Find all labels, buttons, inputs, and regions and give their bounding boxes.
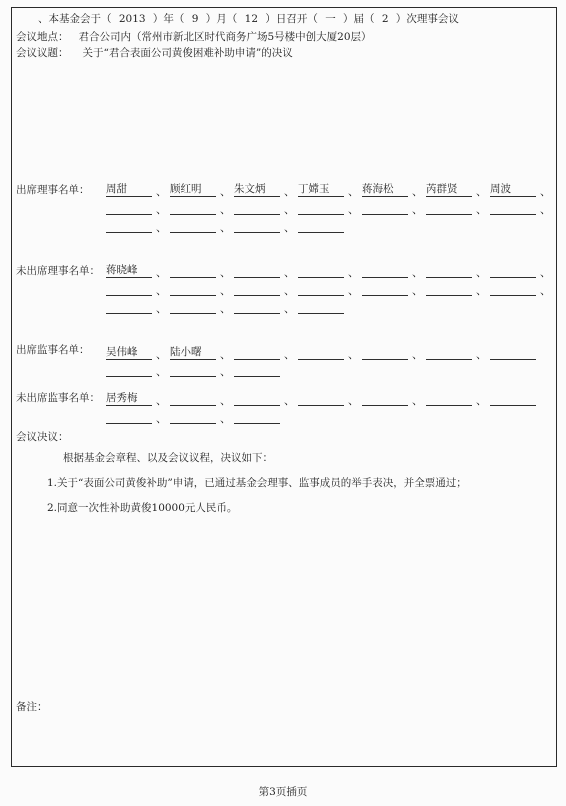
blank-name-line <box>106 201 152 215</box>
member-name: 周波 <box>490 183 536 197</box>
blank-name-line <box>298 264 344 278</box>
blank-name-line <box>362 346 408 360</box>
member-name: 朱文炳 <box>234 183 280 197</box>
blank-name-line <box>234 392 280 406</box>
separator-comma: 、 <box>220 266 231 279</box>
member-name: 丁嫦玉 <box>298 183 344 197</box>
resolution-label: 会议决议： <box>16 431 69 443</box>
blank-name-line <box>170 410 216 424</box>
blank-name-line <box>362 264 408 278</box>
separator-comma: 、 <box>540 266 551 279</box>
blank-name-line <box>490 282 536 296</box>
resolution-item-1: 1.关于“表面公司黄俊补助”申请，已通过基金会理事、监事成员的举手表决，并全票通过； <box>47 477 467 489</box>
separator-comma: 、 <box>220 302 231 315</box>
separator-comma: 、 <box>284 266 295 279</box>
absent-directors-label: 未出席理事名单： <box>16 265 100 277</box>
separator-comma: 、 <box>412 348 423 361</box>
member-name: 周甜 <box>106 183 152 197</box>
separator-comma: 、 <box>220 284 231 297</box>
blank-name-line <box>106 282 152 296</box>
separator-comma: 、 <box>156 302 167 315</box>
separator-comma: 、 <box>348 266 359 279</box>
session-suffix: ）届（ <box>343 13 375 25</box>
separator-comma: 、 <box>156 365 167 378</box>
member-name: 蒋海松 <box>362 183 408 197</box>
separator-comma: 、 <box>220 412 231 425</box>
resolution-intro: 根据基金会章程、以及会议议程，决议如下： <box>63 452 273 464</box>
blank-name-line <box>362 201 408 215</box>
separator-comma: 、 <box>284 284 295 297</box>
blank-name-line <box>170 300 216 314</box>
separator-comma: 、 <box>348 348 359 361</box>
member-name: 陆小曙 <box>170 346 216 360</box>
separator-comma: 、 <box>476 203 487 216</box>
blank-name-line <box>170 363 216 377</box>
separator-comma: 、 <box>348 394 359 407</box>
year-suffix: ）年（ <box>152 13 185 25</box>
blank-name-line <box>426 201 472 215</box>
separator-comma: 、 <box>220 203 231 216</box>
member-name: 居秀梅 <box>106 392 152 406</box>
blank-name-line <box>234 410 280 424</box>
blank-name-line <box>170 201 216 215</box>
separator-comma: 、 <box>156 185 167 198</box>
blank-name-line <box>234 219 280 233</box>
separator-comma: 、 <box>348 185 359 198</box>
separator-comma: 、 <box>476 185 487 198</box>
separator-comma: 、 <box>220 348 231 361</box>
blank-name-line <box>106 219 152 233</box>
meeting-day: 12 <box>244 13 259 25</box>
blank-name-line <box>170 219 216 233</box>
blank-name-line <box>298 392 344 406</box>
blank-name-line <box>234 363 280 377</box>
blank-name-line <box>170 264 216 278</box>
blank-name-line <box>362 392 408 406</box>
blank-name-line <box>106 410 152 424</box>
blank-name-line <box>426 264 472 278</box>
blank-name-line <box>234 201 280 215</box>
blank-name-line <box>170 282 216 296</box>
separator-comma: 、 <box>540 203 551 216</box>
blank-name-line <box>490 392 536 406</box>
separator-comma: 、 <box>412 203 423 216</box>
day-suffix: ）日召开（ <box>265 13 318 25</box>
location-line <box>16 31 372 43</box>
separator-comma: 、 <box>220 365 231 378</box>
location-value: 君合公司内（常州市新北区时代商务广场5号楼中创大厦20层） <box>78 31 372 43</box>
topic-line <box>16 47 293 59</box>
separator-comma: 、 <box>220 185 231 198</box>
separator-comma: 、 <box>476 284 487 297</box>
blank-name-line <box>234 264 280 278</box>
separator-comma: 、 <box>348 203 359 216</box>
member-name: 蒋晓峰 <box>106 264 152 278</box>
blank-name-line <box>298 201 344 215</box>
separator-comma: 、 <box>476 348 487 361</box>
blank-name-line <box>490 346 536 360</box>
meeting-number: 2 <box>381 13 389 25</box>
separator-comma: 、 <box>156 348 167 361</box>
separator-comma: 、 <box>156 221 167 234</box>
separator-comma: 、 <box>412 394 423 407</box>
separator-comma: 、 <box>476 266 487 279</box>
blank-name-line <box>298 219 344 233</box>
member-name: 顾红明 <box>170 183 216 197</box>
blank-name-line <box>426 346 472 360</box>
separator-comma: 、 <box>284 394 295 407</box>
blank-name-line <box>234 346 280 360</box>
separator-comma: 、 <box>156 412 167 425</box>
separator-comma: 、 <box>220 394 231 407</box>
member-name: 吴伟峰 <box>106 346 152 360</box>
blank-name-line <box>298 346 344 360</box>
member-name: 芮群贤 <box>426 183 472 197</box>
month-suffix: ）月（ <box>205 13 238 25</box>
separator-comma: 、 <box>412 284 423 297</box>
separator-comma: 、 <box>284 185 295 198</box>
separator-comma: 、 <box>156 266 167 279</box>
blank-name-line <box>170 392 216 406</box>
blank-name-line <box>490 264 536 278</box>
blank-name-line <box>490 201 536 215</box>
remarks-label: 备注： <box>16 701 48 713</box>
separator-comma: 、 <box>540 284 551 297</box>
topic-value: 关于“君合表面公司黄俊困难补助申请”的决议 <box>82 47 293 59</box>
meeting-month: 9 <box>191 13 199 25</box>
meeting-session: 一 <box>325 13 336 25</box>
separator-comma: 、 <box>284 302 295 315</box>
blank-name-line <box>234 300 280 314</box>
separator-comma: 、 <box>220 221 231 234</box>
blank-name-line <box>426 392 472 406</box>
page-footer: 第3页插页 <box>258 786 308 798</box>
separator-comma: 、 <box>540 185 551 198</box>
topic-label: 会议议题： <box>16 47 69 59</box>
meeting-suffix: ）次理事会议 <box>395 13 459 25</box>
separator-comma: 、 <box>156 203 167 216</box>
separator-comma: 、 <box>476 394 487 407</box>
separator-comma: 、 <box>284 348 295 361</box>
blank-name-line <box>298 300 344 314</box>
separator-comma: 、 <box>156 394 167 407</box>
meeting-year: 2013 <box>118 13 146 25</box>
blank-name-line <box>362 282 408 296</box>
blank-name-line <box>106 363 152 377</box>
header-prefix: 、本基金会于（ <box>38 13 112 25</box>
attending-directors-label: 出席理事名单： <box>16 184 90 196</box>
separator-comma: 、 <box>412 185 423 198</box>
blank-name-line <box>426 282 472 296</box>
resolution-item-2: 2.同意一次性补助黄俊10000元人民币。 <box>47 502 238 514</box>
separator-comma: 、 <box>284 203 295 216</box>
location-label: 会议地点： <box>16 31 69 43</box>
separator-comma: 、 <box>284 221 295 234</box>
blank-name-line <box>298 282 344 296</box>
blank-name-line <box>234 282 280 296</box>
meeting-header <box>38 13 459 25</box>
absent-supervisors-label: 未出席监事名单： <box>16 392 100 404</box>
blank-name-line <box>106 300 152 314</box>
separator-comma: 、 <box>156 284 167 297</box>
separator-comma: 、 <box>412 266 423 279</box>
attending-supervisors-label: 出席监事名单： <box>16 344 90 356</box>
separator-comma: 、 <box>348 284 359 297</box>
resolution-form <box>11 7 557 767</box>
